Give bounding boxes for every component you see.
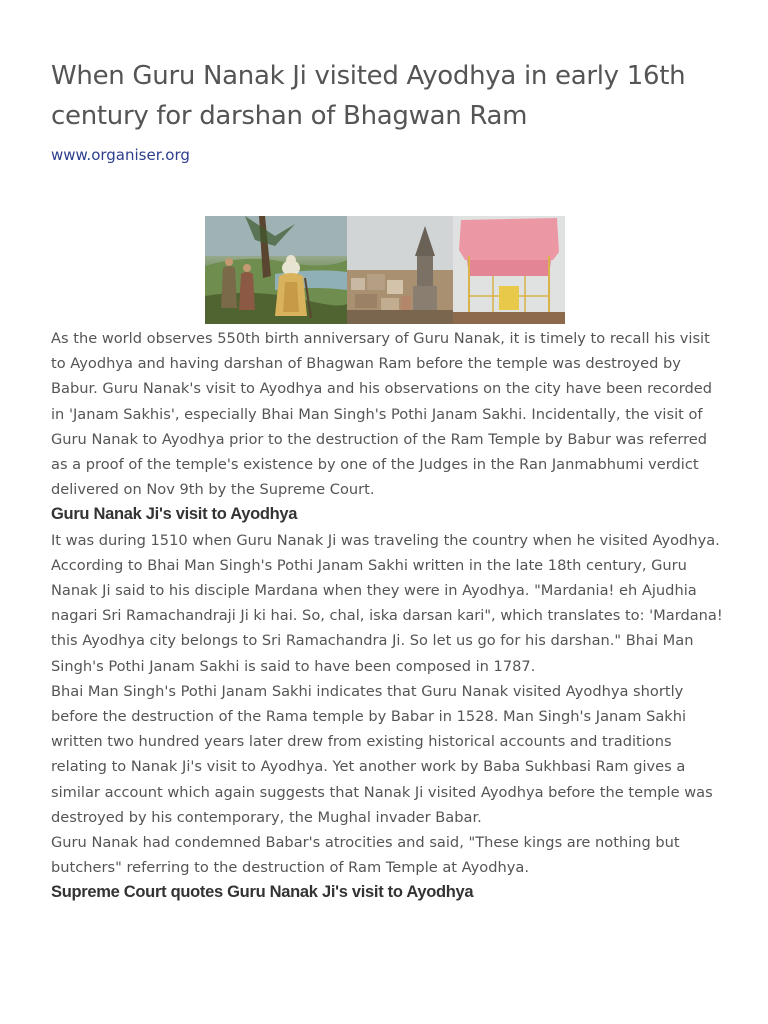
article-paragraph: As the world observes 550th birth anniversary of Guru Nanak, it is timely to recall his visit to Ayodhya and having darshan of Bhagwan Ram before the temple was destroyed by Babur. Guru Nanak's visit to Ayodhya and his observations on the city have been recorded in 'Janam Sakhis', especially Bhai Man Singh's Pothi Janam Sakhi. Incidentally, the visit of Guru Nanak to Ayodhya prior to the destruction of the Ram Temple by Babur was referred as a proof of the temple's existence by one of the Judges in the Ran Janmabhumi verdict delivered on Nov 9th by the Supreme Court.	[51, 330, 712, 499]
article-paragraph: It was during 1510 when Guru Nanak Ji was traveling the country when he visited Ayodhya. According to Bhai Man Singh's Pothi Janam Sakhi written in the late 18th century, Guru Nanak Ji said to his disciple Mardana when they were in Ayodhya. "Mardania! eh Ajudhia nagari Sri Ramachandraji Ji ki hai. So, chal, iska darsan kari", which translates to: 'Mardana! this Ayodhya city belongs to Sri Ramachandra Ji. So let us go for his darshan." Bhai Man Singh's Pothi Janam Sakhi is said to have been composed in 1787.	[51, 531, 723, 675]
article-page	[51, 56, 723, 902]
painting-guru-nanak-with-disciples-photo	[205, 216, 347, 324]
article-paragraph: Bhai Man Singh's Pothi Janam Sakhi indicates that Guru Nanak visited Ayodhya shortly before the destruction of the Rama temple by Babar in 1528. Man Singh's Janam Sakhi written two hundred years later drew from existing historical accounts and traditions relating to Nanak Ji's visit to Ayodhya. Yet another work by Baba Sukhbasi Ram gives a similar account which again suggests that Nanak Ji visited Ayodhya before the temple was destroyed by his contemporary, the Mughal invader Babar.	[51, 682, 713, 826]
article-image-strip	[205, 216, 565, 324]
ayodhya-temple-city-photo	[347, 216, 453, 324]
source-link[interactable]: www.organiser.org	[51, 146, 190, 164]
pink-canopy-shrine-photo	[453, 216, 565, 324]
article-body	[51, 326, 723, 906]
section-heading: Supreme Court quotes Guru Nanak Ji's visit to Ayodhya	[51, 883, 474, 902]
article-title: When Guru Nanak Ji visited Ayodhya in early 16th century for darshan of Bhagwan Ram	[51, 61, 686, 131]
article-paragraph: Guru Nanak had condemned Babar's atrocities and said, "These kings are nothing but butchers" referring to the destruction of Ram Temple at Ayodhya.	[51, 834, 680, 877]
section-heading: Guru Nanak Ji's visit to Ayodhya	[51, 505, 298, 524]
